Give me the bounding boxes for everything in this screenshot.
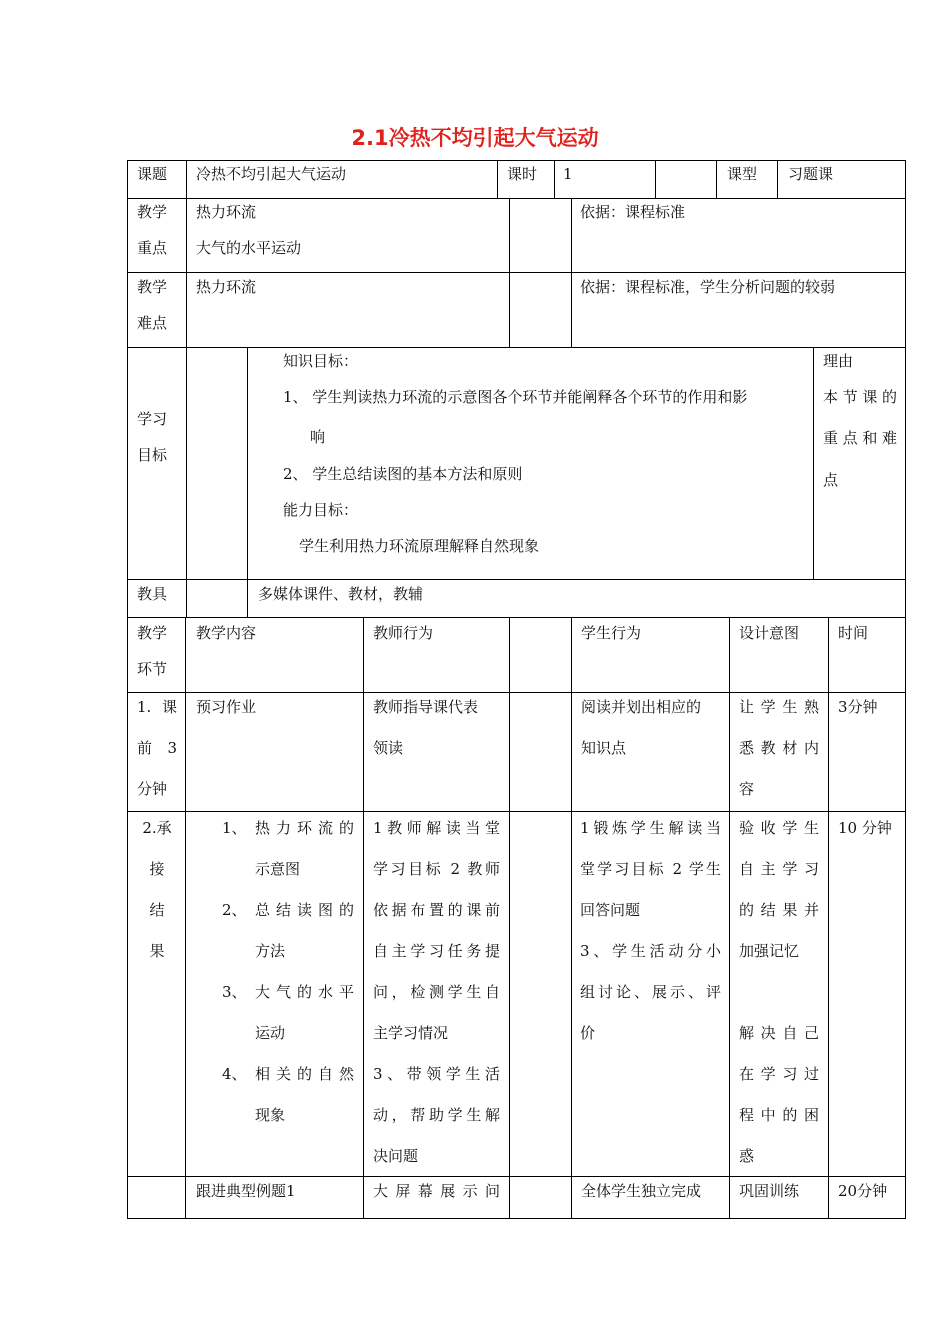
table-rule — [554, 160, 555, 199]
stage1-teacher-line: 教师指导课代表 — [373, 698, 479, 716]
table-rule — [127, 160, 906, 161]
content-item-line: 现象 — [255, 1106, 286, 1124]
stage2-stage-line: 结 — [149, 901, 165, 919]
stage1-student-line: 知识点 — [581, 739, 627, 757]
difficult-basis: 依据：课程标准，学生分析问题的较弱 — [580, 278, 836, 296]
stage2-student-line: 3、学生活动分小 — [580, 942, 721, 960]
stage2-stage-line: 果 — [149, 942, 165, 960]
stage2-stage-line: 2.承 — [142, 819, 172, 837]
stage2-teacher-line: 问，检测学生自 — [373, 983, 500, 1001]
table-rule — [127, 1218, 906, 1219]
stage1-design-line: 让学生熟 — [739, 698, 819, 716]
goals-label-1: 学习 — [137, 410, 168, 428]
table-rule — [813, 347, 814, 580]
stage3-time: 20分钟 — [838, 1182, 888, 1200]
stage1-teacher — [373, 687, 501, 769]
table-rule — [509, 617, 510, 1219]
key-label-2: 重点 — [137, 239, 168, 257]
table-rule — [777, 160, 778, 199]
table-rule — [729, 617, 730, 1219]
reason-title: 理由 — [823, 352, 854, 370]
goal-1-cont: 响 — [310, 428, 326, 446]
stage2-time: 10 分钟 — [838, 819, 892, 837]
table-rule — [127, 617, 906, 618]
stage1-design-line: 悉教材内 — [739, 739, 819, 757]
ability-title: 能力目标： — [283, 501, 359, 519]
stage2-teacher-line: 动，帮助学生解 — [373, 1106, 500, 1124]
table-rule — [571, 198, 572, 348]
stage2-stage — [137, 808, 177, 972]
key-label-1: 教学 — [137, 203, 168, 221]
stage1-teacher-line: 领读 — [373, 739, 404, 757]
reason-line: 重点和难 — [823, 429, 897, 447]
content-item-line: 运动 — [255, 1024, 286, 1042]
content-item-line: 大气的水平 — [255, 983, 354, 1001]
stage1-time: 3分钟 — [838, 698, 878, 716]
table-rule — [127, 198, 906, 199]
header-stage-2: 环节 — [137, 660, 168, 678]
table-rule — [127, 579, 906, 580]
table-rule — [571, 617, 572, 1219]
difficult-item-1: 热力环流 — [196, 278, 257, 296]
stage1-student-line: 阅读并划出相应的 — [581, 698, 702, 716]
content-item-num: 3、 — [222, 983, 247, 1001]
document-title: 2.1冷热不均引起大气运动 — [351, 126, 599, 150]
content-item — [222, 890, 354, 972]
table-rule — [828, 617, 829, 1219]
reason-line: 点 — [823, 471, 839, 489]
table-rule — [127, 347, 906, 348]
table-rule — [186, 579, 187, 618]
type-label: 课型 — [727, 165, 758, 183]
stage2-teacher-line: 依据布置的课前 — [373, 901, 500, 919]
goals-label-2: 目标 — [137, 446, 168, 464]
stage2-design-line: 验收学生 — [739, 819, 819, 837]
content-item-num: 1、 — [222, 819, 247, 837]
table-rule — [247, 579, 248, 618]
stage2-stage-line: 接 — [149, 860, 165, 878]
stage2-design-line: 加强记忆 — [739, 942, 800, 960]
stage3-teacher: 大屏幕展示问 — [373, 1182, 500, 1200]
content-item — [222, 972, 354, 1054]
table-rule — [127, 160, 128, 1219]
table-rule — [127, 272, 906, 273]
content-item-line: 总结读图的 — [255, 901, 354, 919]
key-item-2: 大气的水平运动 — [196, 239, 302, 257]
reason-line: 本节课的 — [823, 388, 897, 406]
ability-1: 学生利用热力环流原理解释自然现象 — [299, 537, 540, 555]
table-rule — [905, 160, 906, 1219]
topic-value: 冷热不均引起大气运动 — [196, 165, 347, 183]
goal-1: 1、 学生判读热力环流的示意图各个环节并能阐释各个环节的作用和影 — [283, 388, 748, 406]
hours-label: 课时 — [507, 165, 538, 183]
goal-2: 2、 学生总结读图的基本方法和原则 — [283, 465, 523, 483]
stage3-design: 巩固训练 — [739, 1182, 800, 1200]
content-item-num: 2、 — [222, 901, 247, 919]
table-rule — [509, 198, 510, 348]
table-rule — [186, 198, 187, 348]
header-design: 设计意图 — [739, 624, 800, 642]
stage2-student — [580, 808, 721, 1054]
stage2-design-line: 解决自己 — [739, 1024, 819, 1042]
content-item-num: 4、 — [222, 1065, 247, 1083]
stage2-teacher — [373, 808, 500, 1177]
stage2-teacher-line: 主学习情况 — [373, 1024, 449, 1042]
table-rule — [655, 160, 656, 199]
header-stage-1: 教学 — [137, 624, 168, 642]
stage1-design-line: 容 — [739, 780, 755, 798]
content-item-line: 热力环流的 — [255, 819, 354, 837]
table-rule — [363, 617, 364, 1219]
stage1-content: 预习作业 — [196, 698, 257, 716]
header-time: 时间 — [838, 624, 869, 642]
stage2-content — [222, 808, 354, 1136]
stage1-stage-line: 前 3 — [137, 739, 177, 757]
topic-label: 课题 — [137, 165, 168, 183]
stage2-design-line: 程中的困 — [739, 1106, 819, 1124]
difficult-label-2: 难点 — [137, 314, 168, 332]
table-rule — [186, 160, 187, 199]
stage3-student: 全体学生独立完成 — [581, 1182, 702, 1200]
stage1-student — [581, 687, 723, 769]
stage2-student-line: 组讨论、展示、评 — [580, 983, 721, 1001]
content-item-line: 示意图 — [255, 860, 301, 878]
tools-value: 多媒体课件、教材，教辅 — [258, 585, 424, 603]
stage2-design — [739, 808, 819, 1177]
hours-value: 1 — [563, 165, 573, 183]
key-item-1: 热力环流 — [196, 203, 257, 221]
stage2-teacher-line: 1教师解读当堂 — [373, 819, 500, 837]
content-item-line: 方法 — [255, 942, 286, 960]
knowledge-title: 知识目标： — [283, 352, 359, 370]
stage2-teacher-line: 决问题 — [373, 1147, 419, 1165]
table-rule — [497, 160, 498, 199]
header-student: 学生行为 — [581, 624, 642, 642]
stage1-stage-line: 1. 课 — [137, 698, 177, 716]
type-value: 习题课 — [788, 165, 834, 183]
stage2-student-line: 回答问题 — [580, 901, 641, 919]
stage1-design — [739, 687, 819, 810]
stage1-stage-line: 分钟 — [137, 780, 168, 798]
stage2-design-line: 自主学习 — [739, 860, 819, 878]
stage1-stage — [137, 687, 177, 810]
stage2-teacher-line: 自主学习任务提 — [373, 942, 500, 960]
content-item — [222, 808, 354, 890]
stage2-teacher-line: 3、带领学生活 — [373, 1065, 500, 1083]
key-basis: 依据：课程标准 — [580, 203, 686, 221]
stage2-student-line: 价 — [580, 1024, 596, 1042]
stage2-design-line: 在学习过 — [739, 1065, 819, 1083]
difficult-label-1: 教学 — [137, 278, 168, 296]
table-rule — [185, 617, 186, 1219]
content-item — [222, 1054, 354, 1136]
stage2-student-line: 1锻炼学生解读当 — [580, 819, 721, 837]
header-teacher: 教师行为 — [373, 624, 434, 642]
stage2-design-line: 的结果并 — [739, 901, 819, 919]
stage2-student-line: 堂学习目标 2 学生 — [580, 860, 721, 878]
content-item-line: 相关的自然 — [255, 1065, 354, 1083]
table-rule — [186, 347, 187, 580]
stage2-teacher-line: 学习目标 2 教师 — [373, 860, 500, 878]
tools-label: 教具 — [137, 585, 168, 603]
stage3-content: 跟进典型例题1 — [196, 1182, 296, 1200]
stage2-design-line: 惑 — [739, 1147, 755, 1165]
table-rule — [247, 347, 248, 580]
table-rule — [716, 160, 717, 199]
header-content: 教学内容 — [196, 624, 257, 642]
stage2-design-line — [739, 972, 819, 1013]
